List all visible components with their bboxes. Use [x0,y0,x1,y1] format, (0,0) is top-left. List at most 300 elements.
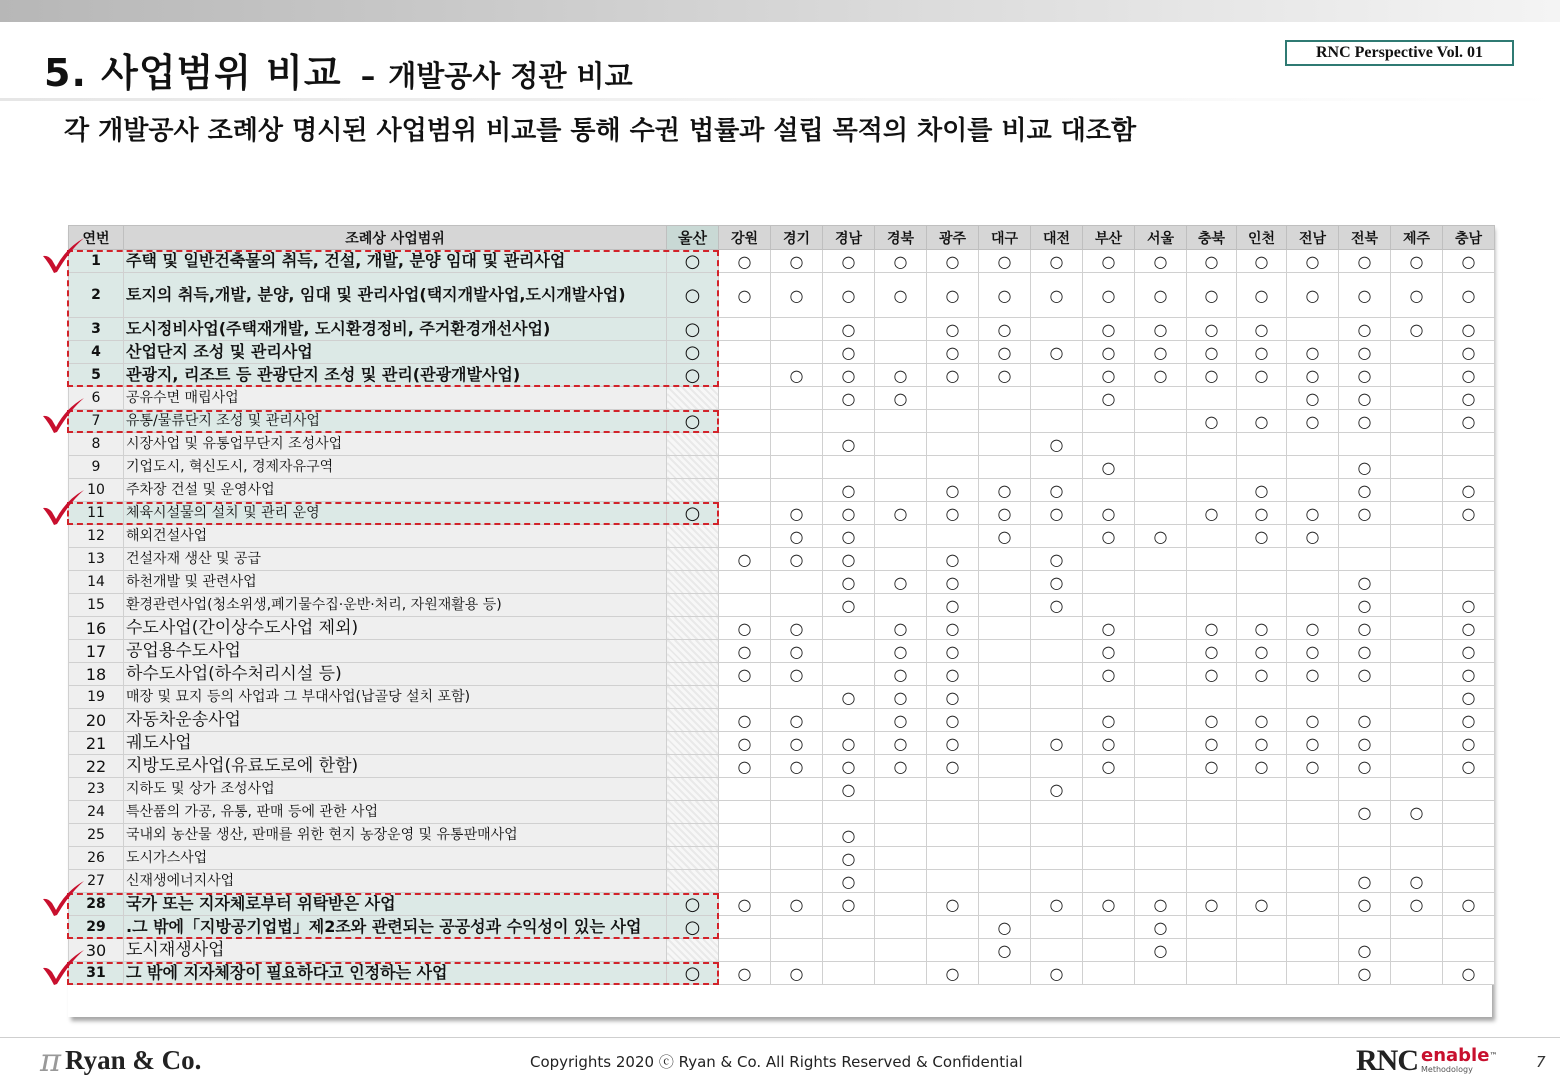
region-mark-cell [875,640,927,663]
region-mark-cell [1187,594,1237,617]
row-number: 8 [69,433,124,456]
region-mark-cell [1237,502,1287,525]
circle-mark-icon: ○ [1204,503,1219,523]
region-mark-cell [1443,456,1495,479]
table-row [69,617,1495,640]
region-mark-cell [1237,686,1287,709]
region-mark-cell [1237,663,1287,686]
region-mark-cell [1187,939,1237,962]
circle-mark-icon: ○ [1409,802,1424,822]
row-number: 3 [69,318,124,341]
region-mark-cell [1031,617,1083,640]
circle-mark-icon: ○ [1461,411,1476,431]
region-mark-cell [1443,594,1495,617]
circle-mark-icon: ○ [1357,940,1372,960]
region-mark-cell [875,686,927,709]
region-mark-cell [1135,801,1187,824]
region-mark-cell [1287,502,1339,525]
region-mark-cell [1187,341,1237,364]
column-header-region: 강원 [719,226,771,250]
region-mark-cell [875,916,927,939]
circle-mark-icon: ○ [945,342,960,362]
region-mark-cell [927,939,979,962]
region-mark-cell [1237,939,1287,962]
circle-mark-icon: ○ [1409,894,1424,914]
circle-mark-icon: ○ [1461,733,1476,753]
circle-mark-icon: ○ [789,503,804,523]
row-number: 22 [69,755,124,778]
region-mark-cell [1031,525,1083,548]
table-row [69,732,1495,755]
region-mark-cell [1237,824,1287,847]
region-mark-cell [1287,893,1339,916]
circle-mark-icon: ○ [789,733,804,753]
table-row [69,755,1495,778]
region-mark-cell [1135,847,1187,870]
column-header-no: 연번 [69,226,124,250]
column-header-region: 전남 [1287,226,1339,250]
region-mark-cell [1031,341,1083,364]
row-number: 4 [69,341,124,364]
region-mark-cell [927,686,979,709]
region-mark-cell [719,548,771,571]
circle-mark-icon: ○ [1101,526,1116,546]
region-mark-cell [719,709,771,732]
circle-mark-icon: ○ [737,549,752,569]
circle-mark-icon: ○ [1305,641,1320,661]
region-mark-cell [667,847,719,870]
region-mark-cell [823,571,875,594]
region-mark-cell [1083,617,1135,640]
region-mark-cell [1031,640,1083,663]
region-mark-cell [979,341,1031,364]
region-mark-cell [771,571,823,594]
circle-mark-icon: ○ [893,503,908,523]
region-mark-cell [875,410,927,433]
region-mark-cell [771,273,823,318]
region-mark-cell [1135,824,1187,847]
region-mark-cell [1031,824,1083,847]
circle-mark-icon: ○ [1049,572,1064,592]
circle-mark-icon: ○ [737,285,752,305]
circle-mark-icon: ○ [1049,963,1064,983]
region-mark-cell [1135,318,1187,341]
region-mark-cell [927,663,979,686]
region-mark-cell [1031,870,1083,893]
circle-mark-icon: ○ [1461,342,1476,362]
column-header-region: 전북 [1339,226,1391,250]
region-mark-cell [1237,433,1287,456]
circle-mark-icon: ○ [737,894,752,914]
region-mark-cell [823,250,875,273]
circle-mark-icon: ○ [684,341,701,363]
region-mark-cell [1135,893,1187,916]
region-mark-cell [667,364,719,387]
region-mark-cell [875,571,927,594]
circle-mark-icon: ○ [1357,756,1372,776]
ryan-co-logo-text: Ryan & Co. [65,1044,202,1075]
circle-mark-icon: ○ [1461,319,1476,339]
row-scope-text: 하수도사업(하수처리시설 등) [124,663,667,686]
table-body [69,250,1495,985]
region-mark-cell [1187,755,1237,778]
region-mark-cell [771,364,823,387]
region-mark-cell [719,571,771,594]
circle-mark-icon: ○ [1305,503,1320,523]
circle-mark-icon: ○ [1153,342,1168,362]
region-mark-cell [1237,617,1287,640]
region-mark-cell [927,709,979,732]
region-mark-cell [823,617,875,640]
check-mark-icon [40,236,86,274]
region-mark-cell [1083,778,1135,801]
row-number: 12 [69,525,124,548]
region-mark-cell [875,364,927,387]
circle-mark-icon: ○ [1254,756,1269,776]
circle-mark-icon: ○ [1049,549,1064,569]
region-mark-cell [1339,548,1391,571]
circle-mark-icon: ○ [684,916,701,938]
region-mark-cell [1187,502,1237,525]
circle-mark-icon: ○ [1357,710,1372,730]
region-mark-cell [1443,709,1495,732]
region-mark-cell [823,778,875,801]
region-mark-cell [927,732,979,755]
region-mark-cell [1339,571,1391,594]
row-number: 18 [69,663,124,686]
region-mark-cell [1135,709,1187,732]
circle-mark-icon: ○ [1153,319,1168,339]
region-mark-cell [1391,318,1443,341]
region-mark-cell [1339,341,1391,364]
region-mark-cell [667,778,719,801]
row-scope-text: 지방도로사업(유료도로에 한함) [124,755,667,778]
region-mark-cell [771,318,823,341]
region-mark-cell [1237,456,1287,479]
region-mark-cell [1287,273,1339,318]
circle-mark-icon: ○ [1204,710,1219,730]
circle-mark-icon: ○ [1101,251,1116,271]
region-mark-cell [771,824,823,847]
region-mark-cell [1443,571,1495,594]
table-header-row [69,226,1495,250]
row-scope-text: 자동차운송사업 [124,709,667,732]
region-mark-cell [1339,663,1391,686]
circle-mark-icon: ○ [1049,595,1064,615]
region-mark-cell [1083,525,1135,548]
region-mark-cell [927,640,979,663]
region-mark-cell [1443,479,1495,502]
circle-mark-icon: ○ [1254,526,1269,546]
check-mark-icon [40,879,86,917]
region-mark-cell [979,273,1031,318]
region-mark-cell [1031,778,1083,801]
region-mark-cell [1287,433,1339,456]
column-header-region: 경남 [823,226,875,250]
region-mark-cell [927,273,979,318]
region-mark-cell [667,962,719,985]
circle-mark-icon: ○ [1305,526,1320,546]
region-mark-cell [667,479,719,502]
circle-mark-icon: ○ [893,251,908,271]
region-mark-cell [719,640,771,663]
circle-mark-icon: ○ [841,825,856,845]
circle-mark-icon: ○ [1305,710,1320,730]
region-mark-cell [979,709,1031,732]
circle-mark-icon: ○ [841,572,856,592]
enable-logo-text: enable [1421,1045,1490,1066]
region-mark-cell [1391,548,1443,571]
circle-mark-icon: ○ [1461,710,1476,730]
region-mark-cell [927,755,979,778]
circle-mark-icon: ○ [789,526,804,546]
row-number: 1 [69,250,124,273]
circle-mark-icon: ○ [789,710,804,730]
region-mark-cell [1339,916,1391,939]
region-mark-cell [1443,663,1495,686]
table-row [69,893,1495,916]
region-mark-cell [1391,686,1443,709]
circle-mark-icon: ○ [1101,503,1116,523]
region-mark-cell [667,617,719,640]
circle-mark-icon: ○ [893,756,908,776]
circle-mark-icon: ○ [841,526,856,546]
region-mark-cell [823,594,875,617]
region-mark-cell [771,410,823,433]
circle-mark-icon: ○ [893,733,908,753]
region-mark-cell [771,893,823,916]
circle-mark-icon: ○ [841,365,856,385]
region-mark-cell [719,939,771,962]
circle-mark-icon: ○ [1254,411,1269,431]
region-mark-cell [875,778,927,801]
circle-mark-icon: ○ [1153,940,1168,960]
region-mark-cell [927,571,979,594]
region-mark-cell [927,824,979,847]
circle-mark-icon: ○ [893,388,908,408]
circle-mark-icon: ○ [1101,365,1116,385]
circle-mark-icon: ○ [893,687,908,707]
region-mark-cell [1391,433,1443,456]
region-mark-cell [771,525,823,548]
region-mark-cell [823,686,875,709]
region-mark-cell [1287,778,1339,801]
region-mark-cell [1187,916,1237,939]
region-mark-cell [875,801,927,824]
region-mark-cell [1339,709,1391,732]
circle-mark-icon: ○ [997,342,1012,362]
region-mark-cell [823,640,875,663]
region-mark-cell [979,732,1031,755]
region-mark-cell [1287,410,1339,433]
row-scope-text: 매장 및 묘지 등의 사업과 그 부대사업(납골당 설치 포함) [124,686,667,709]
region-mark-cell [875,824,927,847]
circle-mark-icon: ○ [1049,285,1064,305]
region-mark-cell [979,755,1031,778]
row-number: 2 [69,273,124,318]
table-row [69,847,1495,870]
copyright-text: Copyrights 2020 ⓒ Ryan & Co. All Rights Reserved & Confidential [530,1053,1023,1071]
circle-mark-icon: ○ [945,963,960,983]
region-mark-cell [823,801,875,824]
circle-mark-icon: ○ [1254,894,1269,914]
circle-mark-icon: ○ [1461,618,1476,638]
region-mark-cell [1135,755,1187,778]
region-mark-cell [1391,571,1443,594]
region-mark-cell [875,732,927,755]
region-mark-cell [1443,916,1495,939]
region-mark-cell [823,525,875,548]
region-mark-cell [1135,571,1187,594]
circle-mark-icon: ○ [737,251,752,271]
circle-mark-icon: ○ [684,250,701,272]
region-mark-cell [1287,548,1339,571]
region-mark-cell [667,433,719,456]
region-mark-cell [1391,341,1443,364]
region-mark-cell [1187,732,1237,755]
circle-mark-icon: ○ [945,595,960,615]
scope-comparison-table [68,225,1495,985]
region-mark-cell [1135,778,1187,801]
region-mark-cell [1339,686,1391,709]
region-mark-cell [1339,847,1391,870]
region-mark-cell [1135,250,1187,273]
region-mark-cell [1083,916,1135,939]
circle-mark-icon: ○ [684,410,701,432]
region-mark-cell [823,273,875,318]
row-scope-text: 특산품의 가공, 유통, 판매 등에 관한 사업 [124,801,667,824]
region-mark-cell [1443,433,1495,456]
region-mark-cell [1083,686,1135,709]
region-mark-cell [667,939,719,962]
volume-badge: RNC Perspective Vol. 01 [1285,40,1514,66]
trademark-symbol: ™ [1489,1051,1498,1060]
circle-mark-icon: ○ [1049,251,1064,271]
circle-mark-icon: ○ [1357,572,1372,592]
circle-mark-icon: ○ [789,251,804,271]
column-header-scope: 조례상 사업범위 [124,226,667,250]
region-mark-cell [667,525,719,548]
circle-mark-icon: ○ [1204,251,1219,271]
row-scope-text: 유통/물류단지 조성 및 관리사업 [124,410,667,433]
region-mark-cell [1339,939,1391,962]
region-mark-cell [719,870,771,893]
circle-mark-icon: ○ [1357,963,1372,983]
region-mark-cell [1031,962,1083,985]
top-gradient-bar [0,0,1560,22]
region-mark-cell [719,686,771,709]
circle-mark-icon: ○ [1357,365,1372,385]
circle-mark-icon: ○ [1254,710,1269,730]
circle-mark-icon: ○ [1409,251,1424,271]
circle-mark-icon: ○ [1101,342,1116,362]
table-row [69,824,1495,847]
page-description: 각 개발공사 조례상 명시된 사업범위 비교를 통해 수권 법률과 설립 목적의 차이를 비교 대조함 [64,116,1137,146]
row-number: 21 [69,732,124,755]
region-mark-cell [667,893,719,916]
check-mark-icon [40,396,86,434]
circle-mark-icon: ○ [1357,251,1372,271]
region-mark-cell [1339,456,1391,479]
circle-mark-icon: ○ [1461,687,1476,707]
region-mark-cell [667,640,719,663]
region-mark-cell [1135,594,1187,617]
region-mark-cell [1135,686,1187,709]
circle-mark-icon: ○ [1254,733,1269,753]
circle-mark-icon: ○ [1409,319,1424,339]
region-mark-cell [719,341,771,364]
circle-mark-icon: ○ [1357,342,1372,362]
circle-mark-icon: ○ [841,503,856,523]
region-mark-cell [1339,479,1391,502]
circle-mark-icon: ○ [1101,756,1116,776]
circle-mark-icon: ○ [997,503,1012,523]
region-mark-cell [1031,318,1083,341]
circle-mark-icon: ○ [1461,388,1476,408]
circle-mark-icon: ○ [997,365,1012,385]
region-mark-cell [1443,939,1495,962]
region-mark-cell [1237,778,1287,801]
region-mark-cell [823,870,875,893]
region-mark-cell [823,755,875,778]
row-scope-text: 주차장 건설 및 운영사업 [124,479,667,502]
region-mark-cell [719,847,771,870]
region-mark-cell [875,755,927,778]
row-scope-text: 환경관련사업(청소위생,폐기물수집·운반·처리, 자원재활용 등) [124,594,667,617]
region-mark-cell [927,916,979,939]
circle-mark-icon: ○ [789,285,804,305]
region-mark-cell [927,250,979,273]
row-number: 29 [69,916,124,939]
region-mark-cell [823,456,875,479]
region-mark-cell [1287,663,1339,686]
circle-mark-icon: ○ [1357,411,1372,431]
circle-mark-icon: ○ [1101,733,1116,753]
region-mark-cell [1391,939,1443,962]
region-mark-cell [1391,364,1443,387]
region-mark-cell [1083,410,1135,433]
circle-mark-icon: ○ [945,641,960,661]
region-mark-cell [927,870,979,893]
region-mark-cell [771,686,823,709]
region-mark-cell [1083,548,1135,571]
region-mark-cell [1237,755,1287,778]
region-mark-cell [1083,709,1135,732]
circle-mark-icon: ○ [1049,733,1064,753]
region-mark-cell [927,364,979,387]
circle-mark-icon: ○ [945,503,960,523]
region-mark-cell [979,663,1031,686]
region-mark-cell [1339,732,1391,755]
region-mark-cell [1287,617,1339,640]
region-mark-cell [1187,870,1237,893]
region-mark-cell [823,732,875,755]
region-mark-cell [927,387,979,410]
region-mark-cell [1031,755,1083,778]
region-mark-cell [875,548,927,571]
region-mark-cell [823,824,875,847]
region-mark-cell [875,387,927,410]
row-scope-text: 주택 및 일반건축물의 취득, 건설, 개발, 분양 임대 및 관리사업 [124,250,667,273]
region-mark-cell [1287,525,1339,548]
circle-mark-icon: ○ [1101,710,1116,730]
circle-mark-icon: ○ [737,756,752,776]
column-header-region: 서울 [1135,226,1187,250]
region-mark-cell [1083,479,1135,502]
ryan-co-logo [40,1042,201,1078]
table-row [69,686,1495,709]
region-mark-cell [667,571,719,594]
